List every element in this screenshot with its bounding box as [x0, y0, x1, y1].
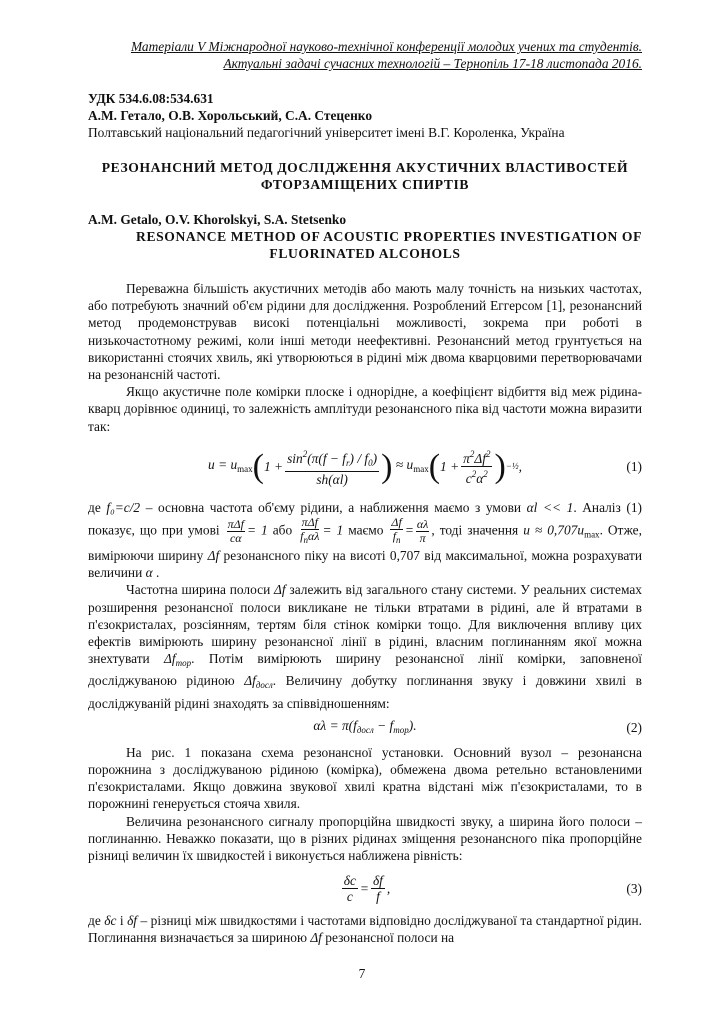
- p3-text-d: . Отже, вимірюючи ширину: [88, 522, 642, 564]
- title-english-line1: RESONANCE METHOD OF ACOUSTIC PROPERTIES INVESTIGATION OF: [136, 229, 642, 244]
- paragraph-4: Частотна ширина полоси Δf залежить від загального стану системи. У реальних системах розширення резонансної полоси викликане не тільки втратами в рідині, але й втратами в п'єзокристалах, розсіянням, тертям біля стінок комірки тощо. Для виключення впливу цих ефектів вимірюють ширину резонансної лінії в рідині, власним поглинанням якої можна знехтувати $\Delta f_{тор}$. Потім вимірюють ширину резонансної лінії комірки, заповненої досліджуваною рідиною $\Delta f_{досл}$. Величину добутку поглинання звуку і довжини хвилі в досліджуваній рідині знаходять за співвідношенням:: [88, 582, 642, 711]
- title-english: [88, 228, 642, 262]
- p3-text-e: резонансного піку на висоті 0,707 від максимальної, можна розрахувати величини: [88, 548, 642, 581]
- conference-header-line1: Матеріали V Міжнародної науково-технічної конференції молодих учених та студентів.: [130, 39, 642, 54]
- p3-frac-1: $\frac{\text{πΔf}}{c\alpha}$: [227, 517, 244, 546]
- affiliation: Полтавський національний педагогічний університет імені В.Г. Короленка, Україна: [88, 125, 565, 140]
- authors-english: A.M. Getalo, O.V. Khorolskyi, S.A. Stetsenko: [88, 212, 347, 227]
- conference-header: [88, 38, 642, 72]
- p3-frac-4: $\frac{\alpha\lambda}{\pi}$: [416, 517, 429, 546]
- p3-then: , тоді значення: [431, 522, 519, 538]
- paragraph-6: Величина резонансного сигналу пропорційна швидкості звуку, а ширина його полоси – поглинанню. Неважко показати, що в різних рідинах зміщення резонансного піка пропорційне різниці величин їх швидкостей і виконується наближена рівність:: [88, 813, 642, 864]
- paragraph-7: де δc і δf – різниці між швидкостями і частотами відповідно досліджуваної та стандартної рідин. Поглинання визначається за шириною Δf резонансної полоси на: [88, 913, 642, 946]
- page-number: 7: [358, 966, 366, 981]
- p7-text-c: – різниці між швидкостями і частотами відповідно досліджуваної та стандартної рідин. Поглинання визначається за шириною: [88, 913, 642, 946]
- paragraph-1: Переважна більшість акустичних методів або мають малу точність на низьких частотах, або потребують значний об'єм рідини для дослідження. Розроблений Еггерсом [1], резонансний метод продемонстрував високі потенціальні можливості, зокрема при роботі в низькочастотному режимі, коли інші методи неефективні. Резонансний метод грунтується на використанні стоячих хвиль, які утворюються в рідині між двома кварцовими перетворювачами на резонансній частоті.: [88, 281, 642, 383]
- authors-ukrainian: А.М. Гетало, О.В. Хорольський, С.А. Стеценко: [88, 108, 373, 123]
- conference-header-line2: Актуальні задачі сучасних технологій – Тернопіль 17-18 листопада 2016.: [223, 56, 642, 71]
- title-english-line2: FLUORINATED ALCOHOLS: [269, 246, 461, 261]
- p4-text-a: Частотна ширина полоси: [126, 582, 271, 598]
- equation-2-number: (2): [626, 720, 642, 736]
- p4-text-d: . Величину добутку поглинання звуку і довжини хвилі в досліджуваній рідині знаходять за співвідношенням:: [88, 673, 642, 711]
- equation-2: $\alpha\lambda = \pi(f_{досл} - f_{тор})$. (2): [313, 717, 642, 736]
- p3-text-b: – основна частота об'єму рідини, а наближення маємо з умови: [145, 499, 522, 515]
- p3-text-a: де: [88, 499, 101, 515]
- p3-frac-2: $\frac{\text{πΔf}}{f_n\alpha\lambda}$: [300, 515, 320, 546]
- p4-text-c: . Потім вимірюють ширину резонансної лінії комірки, заповненої досліджуваною рідиною: [88, 651, 642, 689]
- paragraph-2: Якщо акустичне поле комірки плоске і однорідне, а коефіцієнт відбиття від меж рідина-кварц дорівнює одиниці, то залежність амплітуди резонансного піка від частоти можна виразити так:: [88, 384, 642, 434]
- equation-3-number: (3): [626, 880, 642, 896]
- udk-code: УДК 534.6.08:534.631: [88, 91, 214, 106]
- p3-have: маємо: [348, 522, 384, 538]
- equation-1-number: (1): [626, 459, 642, 475]
- article-body: [88, 280, 642, 947]
- paragraph-5: На рис. 1 показана схема резонансної установки. Основний вузол – резонансна порожнина з досліджуваною рідиною (комірка), обмежена двома ретельно встановленими п'єзокристалами. Якщо довжина звукової хвилі кратна відстані між п'єзокристалами, то в порожнині генерується стояча хвиля.: [88, 744, 642, 812]
- p7-text-a: де: [88, 913, 101, 929]
- equation-1: $u = u_{max}$ ( 1 + $\frac{\sin^2(\pi(f - f_r) / f_0)}{sh(\alpha l)}$ ) ≈ $u_{max}$ ( 1 + $\frac{\pi^2\Delta f^2}{c^2\alpha^2}$ ) −½ , (1): [208, 447, 642, 487]
- title-ukrainian: РЕЗОНАНСНИЙ МЕТОД ДОСЛІДЖЕННЯ АКУСТИЧНИХ ВЛАСТИВОСТЕЙ ФТОРЗАМІЩЕНИХ СПИРТІВ: [101, 160, 629, 192]
- p3-text-c: . Аналіз (1) показує, що при умові: [88, 499, 643, 538]
- p7-text-d: резонансної полоси на: [325, 930, 455, 946]
- p4-text-b: залежить від загального стану системи. У реальних системах розширення резонансної полоси викликане не тільки втратами в рідині, але й втратами в п'єзокристалах, розсіянням, тертям біля стінок комірки тощо. Для виключення впливу цих ефектів вимірюють ширину резонансної лінії в рідині, власним поглинанням якої можна знехтувати: [88, 582, 642, 667]
- p3-condition: αl << 1: [526, 499, 574, 515]
- paragraph-3: де f₀=c/2 – основна частота об'єму рідини, а наближення маємо з умови αl << 1. Аналіз (1) показує, що при умові $\frac{\text{πΔf}}{c\alpha}$ = 1 або $\frac{\text{πΔf}}{f_n\alpha\lambda}$ = 1 маємо $\frac{\Delta f}{f_n}$ = $\frac{\alpha\lambda}{\pi}$ , тоді значення $u \approx 0,707u_{max}$. Отже, вимірюючи ширину Δf резонансного піку на висоті 0,707 від максимальної, можна розрахувати величини α .: [88, 499, 643, 581]
- p3-or: або: [272, 522, 293, 538]
- paper-page: [88, 38, 642, 947]
- p3-f0: f₀=c/2: [106, 499, 141, 515]
- p3-frac-3: $\frac{\Delta f}{f_n}$: [391, 515, 402, 546]
- p3-approx: u ≈ 0,707u: [523, 522, 585, 538]
- equation-3: $\frac{\delta c}{c}$ = $\frac{\delta f}{f}$ , (3): [343, 872, 642, 904]
- p7-text-b: і: [119, 913, 124, 929]
